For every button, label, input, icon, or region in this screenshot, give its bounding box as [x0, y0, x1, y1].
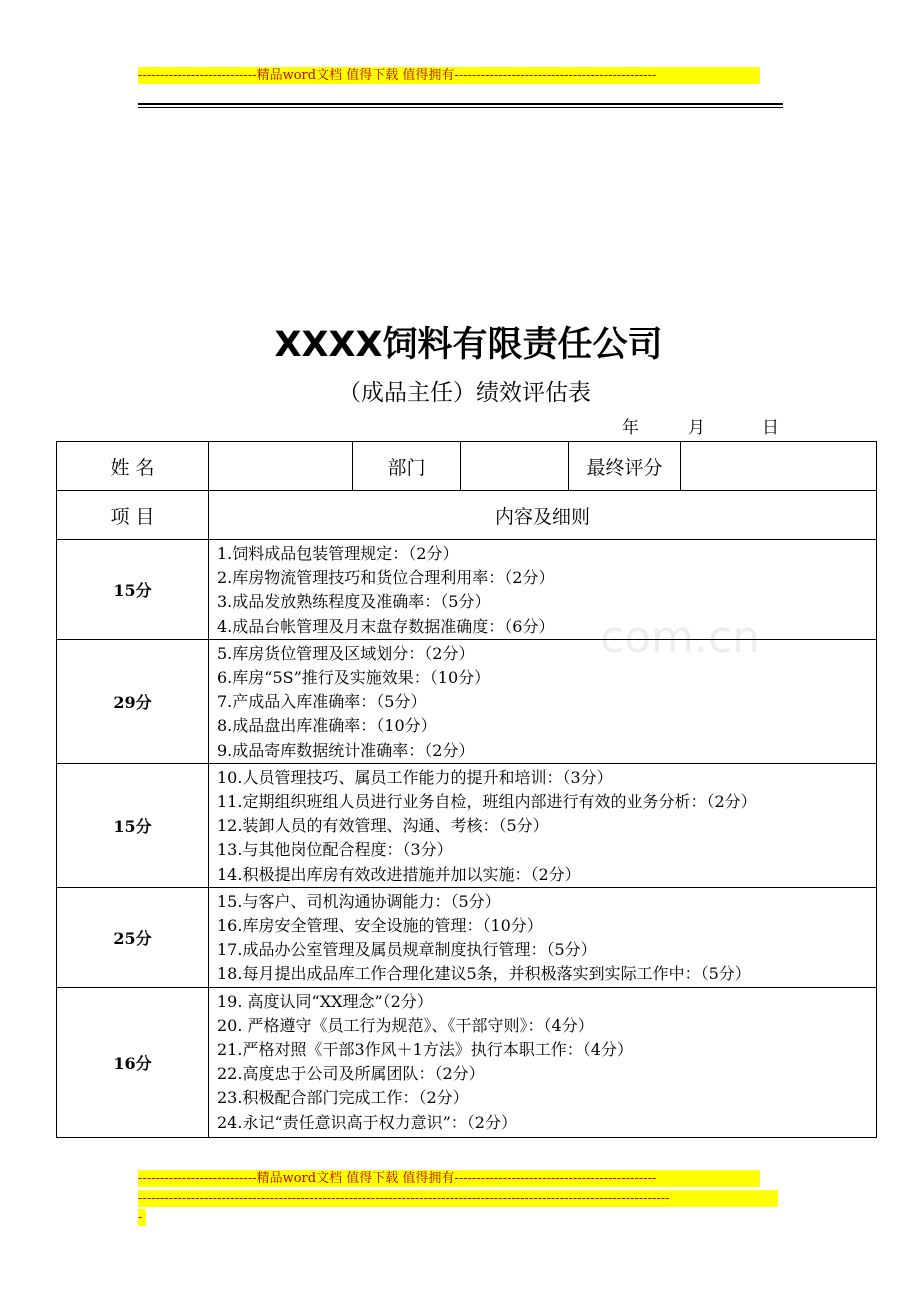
final-score-label: 最终评分 — [569, 442, 681, 491]
section-items — [209, 887, 877, 987]
list-item: 1.饲料成品包装管理规定：（2分） — [217, 544, 459, 563]
header-rule-thin — [138, 107, 783, 108]
section-items — [209, 639, 877, 763]
final-score-field[interactable] — [681, 442, 877, 491]
list-item: 6.库房“5S”推行及实施效果：（10分） — [217, 668, 491, 688]
document-title: XXXX饲料有限责任公司 — [274, 325, 663, 365]
table-row — [57, 987, 877, 1137]
list-item: 23.积极配合部门完成工作：（2分） — [217, 1088, 469, 1108]
list-item: 12.装卸人员的有效管理、沟通、考核：（5分） — [217, 816, 549, 836]
info-row — [57, 442, 877, 491]
section-score: 16分 — [57, 987, 209, 1137]
content-header: 内容及细则 — [209, 491, 877, 540]
list-item: 2.库房物流管理技巧和货位合理利用率：（2分） — [217, 568, 555, 588]
table-row — [57, 540, 877, 640]
list-item: 18.每月提出成品库工作合理化建议5条，并积极落实到实际工作中：（5分） — [217, 964, 751, 984]
item-header: 项 目 — [57, 491, 209, 540]
list-item: 11.定期组织班组人员进行业务自检，班组内部进行有效的业务分析：（2分） — [217, 792, 757, 812]
document-subtitle: （成品主任）绩效评估表 — [338, 380, 591, 406]
list-item: 22.高度忠于公司及所属团队：（2分） — [217, 1064, 485, 1084]
list-item: 4.成品台帐管理及月末盘存数据准确度：（6分） — [217, 616, 555, 636]
footer-banner: ---------------------------精品word文档 值得下载 值得拥有---------------------------------------------- — [138, 1170, 760, 1187]
footer-dash-line: ------------------------------------------------------------------------------------------------------------------------- — [138, 1190, 778, 1207]
section-items — [209, 763, 877, 887]
date-day-label: 日 — [762, 418, 779, 438]
list-item: 10.人员管理技巧、属员工作能力的提升和培训：（3分） — [217, 767, 613, 787]
list-item: 21.严格对照《干部3作风＋1方法》执行本职工作：（4分） — [217, 1040, 633, 1060]
list-item: 15.与客户、司机沟通协调能力：（5分） — [217, 891, 501, 911]
section-score: 15分 — [57, 763, 209, 887]
table-row — [57, 639, 877, 763]
list-item: 9.成品寄库数据统计准确率：（2分） — [217, 740, 475, 760]
section-items — [209, 540, 877, 640]
list-item: 13.与其他岗位配合程度：（3分） — [217, 840, 453, 860]
column-header-row — [57, 491, 877, 540]
section-score: 15分 — [57, 540, 209, 640]
list-item: 3.成品发放熟练程度及准确率：（5分） — [217, 592, 491, 612]
list-item: 14.积极提出库房有效改进措施并加以实施：（2分） — [217, 864, 581, 884]
list-item: 17.成品办公室管理及属员规章制度执行管理：（5分） — [217, 940, 597, 960]
list-item: 8.成品盘出库准确率：（10分） — [217, 716, 437, 736]
table-row — [57, 763, 877, 887]
list-item: 7.产成品入库准确率：（5分） — [217, 692, 427, 712]
section-score: 29分 — [57, 639, 209, 763]
footer-dash-end: - — [138, 1209, 146, 1226]
list-item: 24.永记“责任意识高于权力意识”：（2分） — [217, 1112, 517, 1132]
table-row — [57, 887, 877, 987]
list-item: 16.库房安全管理、安全设施的管理：（10分） — [217, 916, 543, 936]
list-item: 20. 严格遵守《员工行为规范》、《干部守则》：（4分） — [217, 1015, 594, 1035]
date-month-label: 月 — [688, 418, 705, 438]
list-item: 19. 高度认同“XX理念”（2分） — [217, 991, 433, 1011]
list-item: 5.库房货位管理及区域划分：（2分） — [217, 643, 475, 663]
name-label: 姓 名 — [57, 442, 209, 491]
section-score: 25分 — [57, 887, 209, 987]
date-year-label: 年 — [622, 418, 639, 438]
evaluation-table — [56, 441, 877, 1138]
section-items — [209, 987, 877, 1137]
header-banner: ---------------------------精品word文档 值得下载 值得拥有---------------------------------------------- — [138, 67, 760, 84]
name-field[interactable] — [209, 442, 353, 491]
header-rule — [138, 103, 783, 105]
department-field[interactable] — [461, 442, 569, 491]
department-label: 部门 — [353, 442, 461, 491]
watermark: com.cn — [600, 612, 761, 663]
